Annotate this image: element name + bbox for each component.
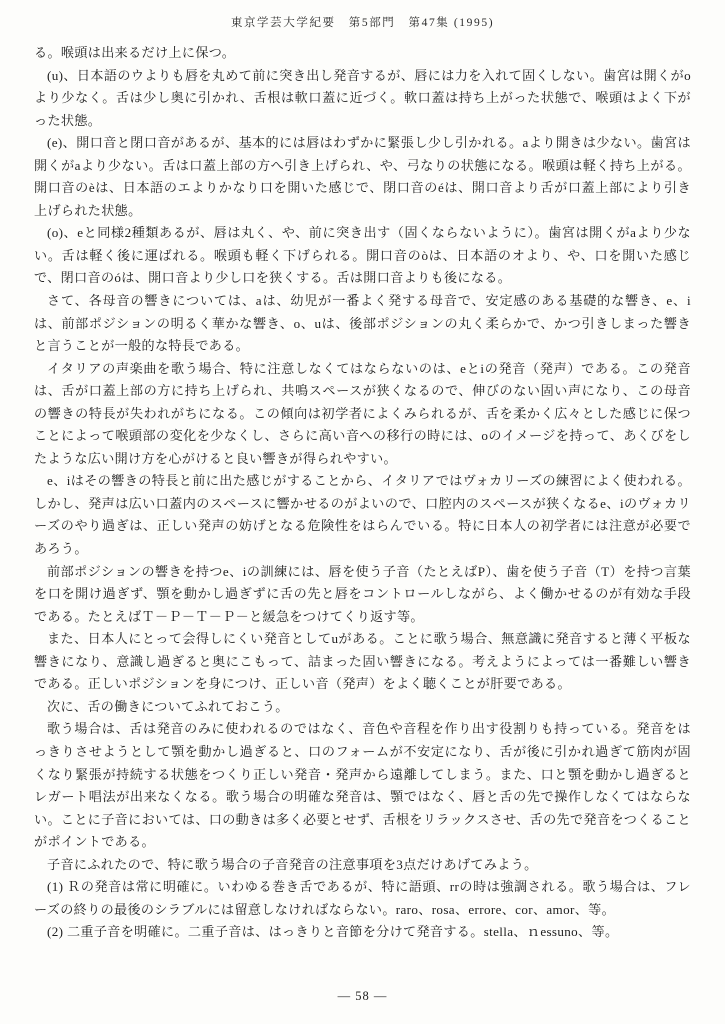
paragraph: (o)、eと同様2種類あるが、唇は丸く、や、前に突き出す（固くならないように）。歯宮は開くがaより少ない。舌は軽く後に運ばれる。喉頭も軽く下げられる。開口音のòは、日本語のオより、や、口を開いた感じで、閉口音のóは、開口音より少し口を狭くする。舌は開口音よりも後になる。	[34, 225, 691, 286]
running-head: 東京学芸大学紀要 第5部門 第47集 (1995)	[230, 17, 495, 29]
paragraph: (u)、日本語のウよりも唇を丸めて前に突き出し発音するが、唇には力を入れて固くしない。歯宮は開くがoより少なく。舌は少し奥に引かれ、舌根は軟口蓋に近づく。軟口蓋は持ち上がった状態で、喉頭はよく下がった状態。	[34, 67, 691, 128]
paragraph: (2) 二重子音を明確に。二重子音は、はっきりと音節を分けて発音する。stella、ｎessuno、等。	[47, 924, 619, 940]
paragraph: 次に、舌の働きについてふれておこう。	[47, 698, 289, 714]
paragraph: る。喉頭は出来るだけ上に保つ。	[34, 45, 236, 60]
paragraph: また、日本人にとって会得しにくい発音としてuがある。ことに歌う場合、無意識に発音すると薄く平板な響きになり、意識し過ぎると奥にこもって、詰まった固い響きになる。考えようによっては一番難しい響きである。正しいポジションを身につけ、正しい音（発声）をよく聴くことが肝要である。	[34, 631, 691, 692]
page-content	[34, 14, 691, 1010]
paragraph: (e)、開口音と閉口音があるが、基本的には唇はわずかに緊張し少し引かれる。aより開きは少ない。歯宮は開くがaより少ない。舌は口蓋上部の方へ引き上げられ、や、弓なりの状態になる。喉頭は軽く持ち上がる。開口音のèは、日本語のエよりかなり口を開いた感じで、閉口音のéは、開口音より舌が口蓋上部により引き上げられた状態。	[34, 135, 691, 218]
paragraph: (1) Ｒの発音は常に明確に。いわゆる巻き舌であるが、特に語頭、rrの時は強調される。歌う場合は、フレーズの終りの最後のシラブルには留意しなければならない。raro、rosa、errore、cor、amor、等。	[34, 879, 691, 917]
paragraph: さて、各母音の響きについては、aは、幼児が一番よく発する母音で、安定感のある基礎的な響き、e、iは、前部ポジションの明るく華かな響き、o、uは、後部ポジションの丸く柔らかで、かつ引きしまった響きと言うことが一般的な特長である。	[34, 293, 691, 354]
body-text	[34, 42, 691, 944]
paragraph: イタリアの声楽曲を歌う場合、特に注意しなくてはならないのは、eとiの発音（発声）である。この発音は、舌が口蓋上部の方に持ち上げられ、共鳴スペースが狭くなるので、伸びのない固い声になり、この母音の響きの特長が失われがちになる。この傾向は初学者によくみられるが、舌を柔かく広々とした感じに保つことによって喉頭部の変化を少なくし、さらに高い音への移行の時には、oのイメージを持って、あくびをしたような広い開け方を心がけると良い響きが得られやすい。	[34, 360, 691, 466]
paragraph: 前部ポジションの響きを持つe、iの訓練には、唇を使う子音（たとえばP）、歯を使う子音（T）を持つ言葉を口を開け過ぎず、顎を動かし過ぎずに舌の先と唇をコントロールしながら、よく働かせるのが有効な手段である。たとえばＴ－Ｐ－Ｔ－Ｐ－と緩急をつけてくり返す等。	[34, 563, 691, 624]
paragraph: e、iはその響きの特長と前に出た感じがすることから、イタリアではヴォカリーズの練習によく使われる。しかし、発声は広い口蓋内のスペースに響かせるのがよいので、口腔内のスペースが狭くなるe、iのヴォカリーズのやり過ぎは、正しい発声の妨げとなる危険性をはらんでいる。特に日本人の初学者には注意が必要であろう。	[34, 473, 691, 557]
paragraph: 子音にふれたので、特に歌う場合の子音発音の注意事項を3点だけあげてみよう。	[47, 856, 538, 872]
paragraph: 歌う場合は、舌は発音のみに使われるのではなく、音色や音程を作り出す役割りも持っている。発音をはっきりさせようとして顎を動かし過ぎると、口のフォームが不安定になり、舌が後に引かれ過ぎて筋肉が固くなり緊張が持続する状態をつくり正しい発音・発声から遠離してしまう。また、口と顎を動かし過ぎるとレガート唱法が出来なくなる。歌う場合の明確な発音は、顎ではなく、唇と舌の先で操作しなくてはならない。ことに子音においては、口の動きは多く必要とせず、舌根をリラックスさせ、舌の先で発音をつくることがポイントである。	[34, 721, 691, 850]
page-number: — 58 —	[337, 989, 388, 1003]
